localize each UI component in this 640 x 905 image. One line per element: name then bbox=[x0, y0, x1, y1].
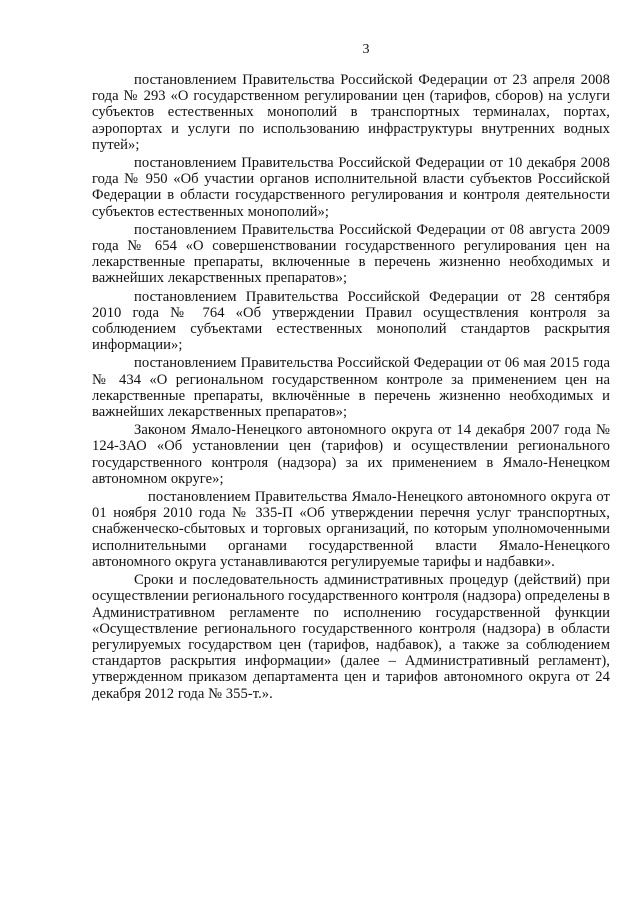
page-number: 3 bbox=[362, 42, 370, 57]
paragraph-decree-434: постановлением Правительства Российской Федерации от 06 мая 2015 года № 434 «О региональном государственном контроле за применением цен на лекарственные препараты, включённые в перечень жизненно необходимых и важнейших лекарственных препаратов»; bbox=[92, 355, 610, 421]
document-page bbox=[92, 30, 610, 702]
paragraph-decree-335-p: постановлением Правительства Ямало-Ненецкого автономного округа от 01 ноября 2010 года № 335-П «Об утверждении перечня услуг транспортных, снабженческо-сбытовых и торговых организаций, по которым уполномоченными исполнительными органами государственной власти Ямало-Ненецкого автономного округа устанавливаются регулируемые тарифы и надбавки». bbox=[92, 489, 610, 570]
paragraph-decree-293: постановлением Правительства Российской Федерации от 23 апреля 2008 года № 293 «О государственном регулировании цен (тарифов, сборов) на услуги субъектов естественных монополий в транспортных терминалах, портах, аэропортах и услуги по использованию инфраструктуры внутренних водных путей»; bbox=[92, 72, 610, 153]
paragraph-decree-764: постановлением Правительства Российской Федерации от 28 сентября 2010 года № 764 «Об утверждении Правил осуществления контроля за соблюдением субъектами естественных монополий стандартов раскрытия информации»; bbox=[92, 288, 610, 354]
paragraph-law-124-zao: Законом Ямало-Ненецкого автономного округа от 14 декабря 2007 года № 124-ЗАО «Об установлении цен (тарифов) и осуществлении регионального государственного контроля (надзора) за их применением в Ямало-Ненецком автономном округе»; bbox=[92, 422, 610, 487]
paragraph-procedures: Сроки и последовательность административных процедур (действий) при осуществлении регионального государственного контроля (надзора) определены в Административном регламенте по исполнению государственной функции «Осуществление регионального государственного контроля (надзора) в области регулируемых государством цен (тарифов, надбавок), а также за соблюдением стандартов раскрытия информации» (далее – Административный регламент), утвержденном приказом департамента цен и тарифов автономного округа от 24 декабря 2012 года № 355-т.». bbox=[92, 572, 610, 702]
paragraph-decree-950: постановлением Правительства Российской Федерации от 10 декабря 2008 года № 950 «Об участии органов исполнительной власти субъектов Российской Федерации в области государственного регулирования и контроля деятельности субъектов естественных монополий»; bbox=[92, 155, 610, 220]
paragraph-decree-654: постановлением Правительства Российской Федерации от 08 августа 2009 года № 654 «О совершенствовании государственного регулирования цен на лекарственные препараты, включенные в перечень жизненно необходимых и важнейших лекарственных препаратов»; bbox=[92, 221, 610, 287]
